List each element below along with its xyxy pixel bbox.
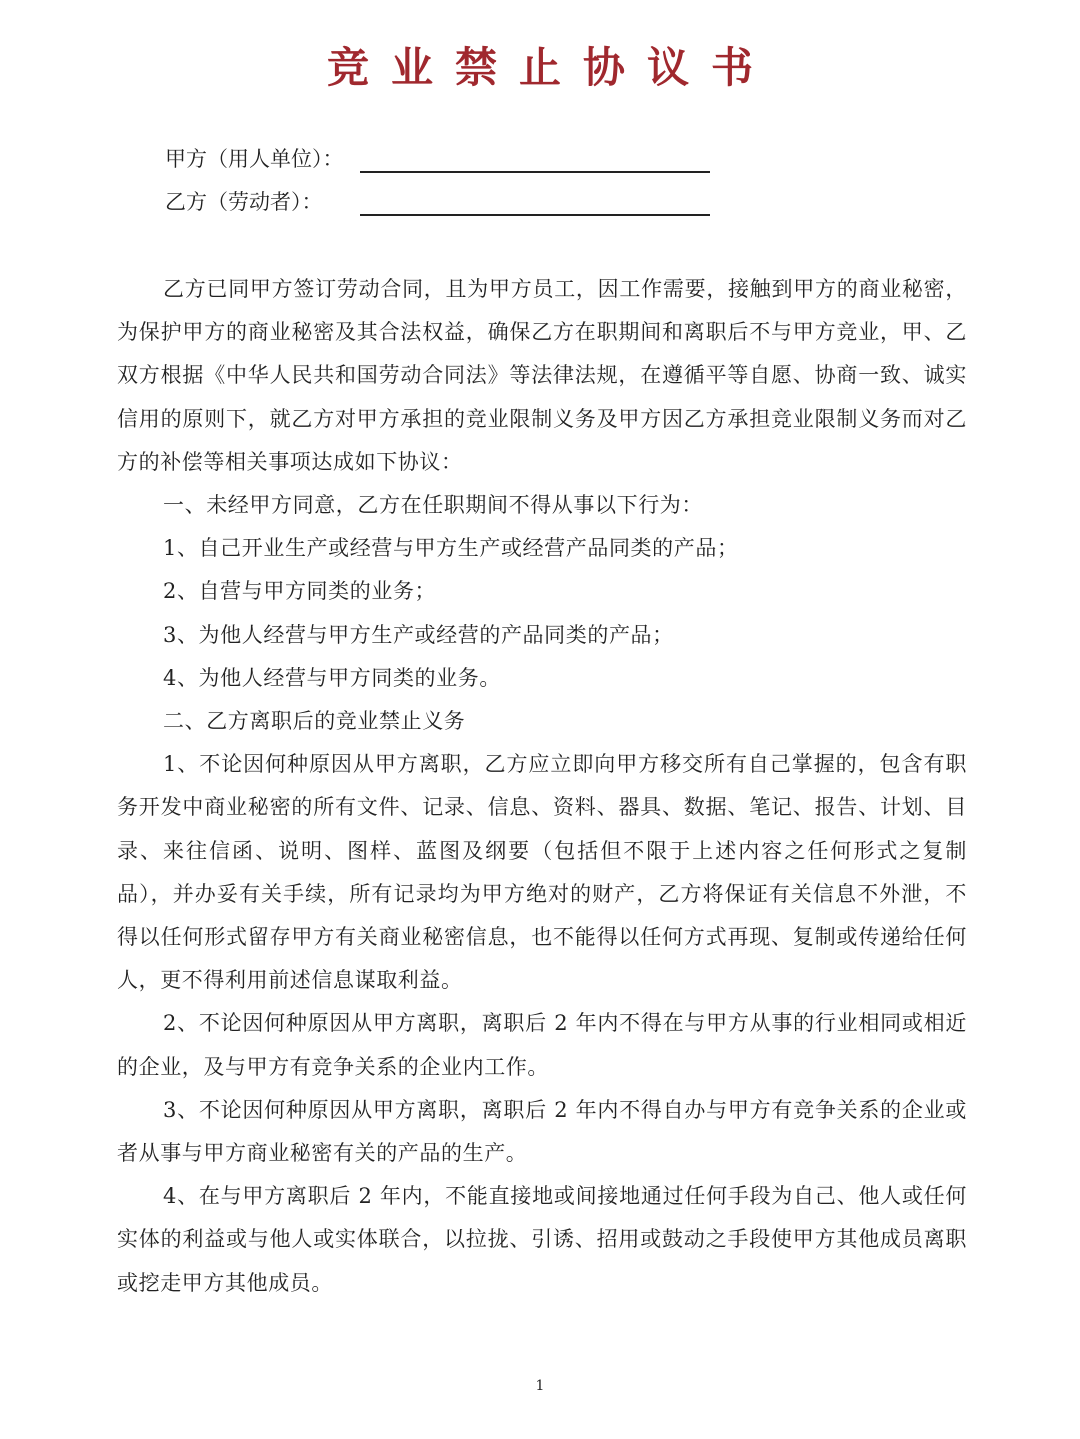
section-one-item-2: 2、自营与甲方同类的业务； (163, 579, 437, 604)
preamble-paragraph: 乙方已同甲方签订劳动合同，且为甲方员工，因工作需要，接触到甲方的商业秘密，为保护甲方的商业秘密及其合法权益，确保乙方在职期间和离职后不与甲方竞业，甲、乙双方根据《中华人民共和国劳动合同法》等法律法规，在遵循平等自愿、协商一致、诚实信用的原则下，就乙方对甲方承担的竞业限制义务及甲方因乙方承担竞业限制义务而对乙方的补偿等相关事项达成如下协议： (117, 277, 967, 474)
section-one-item-3: 3、为他人经营与甲方生产或经营的产品同类的产品； (163, 622, 674, 647)
party-b-row (165, 182, 360, 222)
section-one-item-1: 1、自己开业生产或经营与甲方生产或经营产品同类的产品； (163, 536, 739, 561)
document-title: 竞业禁止协议书 (326, 43, 775, 92)
party-b-signature-line (360, 214, 710, 216)
page-number: 1 (535, 1378, 545, 1394)
section-one-item-4: 4、为他人经营与甲方同类的业务。 (163, 665, 501, 690)
section-two-item-4: 4、在与甲方离职后 2 年内，不能直接地或间接地通过任何手段为自己、他人或任何实体的利益或与他人或实体联合，以拉拢、引诱、招用或鼓动之手段使甲方其他成员离职或挖走甲方其他成员。 (117, 1184, 967, 1295)
party-a-label: 甲方（用人单位）： (165, 147, 344, 171)
party-a-signature-line (360, 171, 710, 173)
section-one-heading: 一、未经甲方同意，乙方在任职期间不得从事以下行为： (163, 493, 703, 518)
party-a-row (165, 139, 360, 179)
section-two-item-1: 1、不论因何种原因从甲方离职，乙方应立即向甲方移交所有自己掌握的，包含有职务开发中商业秘密的所有文件、记录、信息、资料、器具、数据、笔记、报告、计划、目录、来往信函、说明、图样、蓝图及纲要（包括但不限于上述内容之任何形式之复制品），并办妥有关手续，所有记录均为甲方绝对的财产，乙方将保证有关信息不外泄，不得以任何形式留存甲方有关商业秘密信息，也不能得以任何方式再现、复制或传递给任何人，更不得利用前述信息谋取利益。 (117, 752, 967, 993)
section-two-item-3: 3、不论因何种原因从甲方离职，离职后 2 年内不得自办与甲方有竞争关系的企业或者从事与甲方商业秘密有关的产品的生产。 (117, 1097, 967, 1166)
agreement-body (117, 268, 967, 1305)
section-two-heading: 二、乙方离职后的竞业禁止义务 (163, 709, 466, 734)
party-b-label: 乙方（劳动者）： (165, 190, 323, 214)
section-two-item-2: 2、不论因何种原因从甲方离职，离职后 2 年内不得在与甲方从事的行业相同或相近的企业，及与甲方有竞争关系的企业内工作。 (117, 1011, 967, 1079)
